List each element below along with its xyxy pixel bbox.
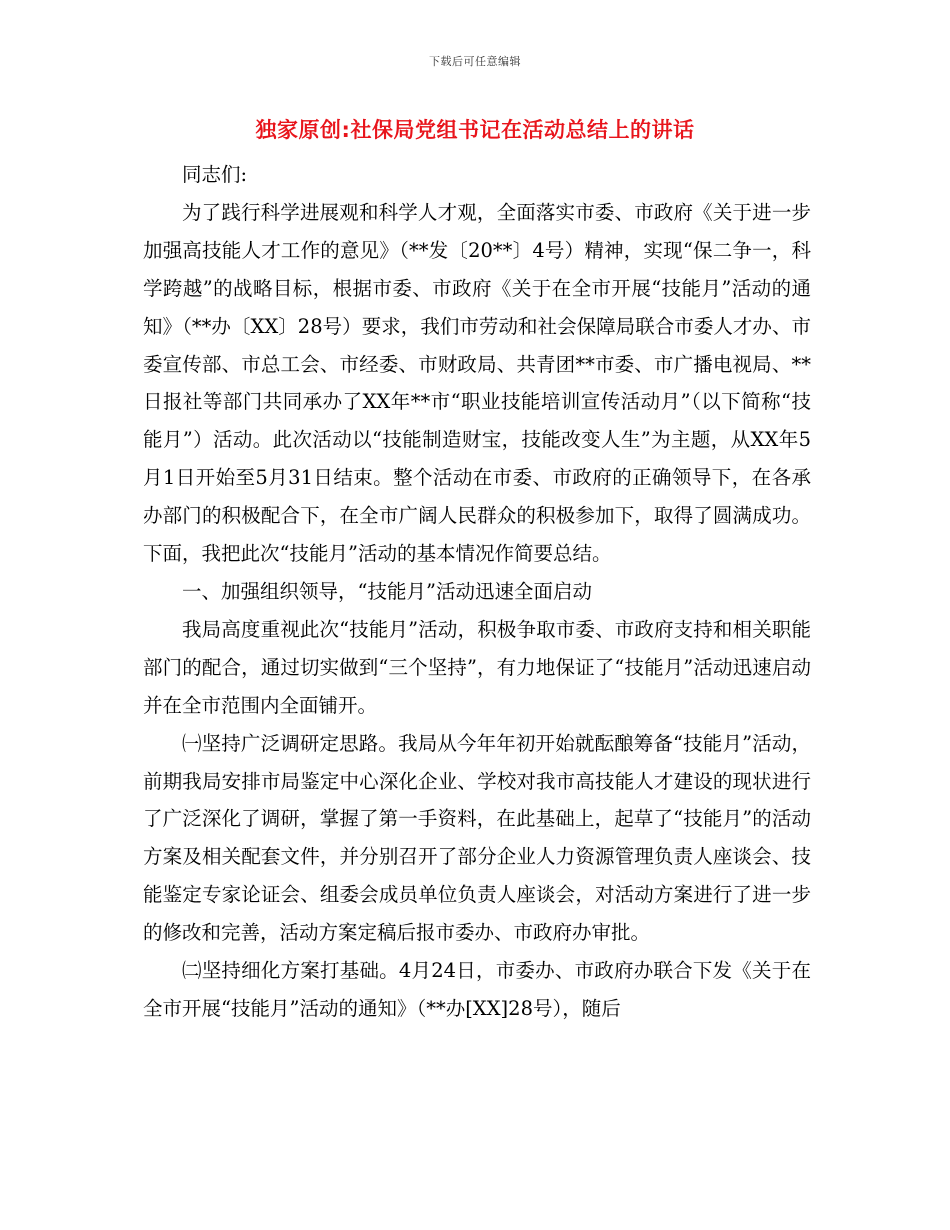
- salutation: 同志们:: [182, 163, 248, 186]
- section-1-paragraph: 我局高度重视此次“技能月”活动，积极争取市委、市政府支持和相关职能部门的配合，通过切实做到“三个坚持”，有力地保证了“技能月”活动迅速启动并在全市范围内全面铺开。: [143, 617, 811, 717]
- section-heading-1: 一、加强组织领导，“技能月”活动迅速全面启动: [182, 579, 592, 603]
- document-body: [143, 156, 811, 1028]
- intro-paragraph: 为了践行科学进展观和科学人才观，全面落实市委、市政府《关于进一步加强高技能人才工作的意见》（**发〔20**〕4号）精神，实现“保二争一，科学跨越”的战略目标，根据市委、市政府《关于在全市开展“技能月”活动的通知》（**办〔XX〕28号）要求，我们市劳动和社会保障局联合市委人才办、市委宣传部、市总工会、市经委、市财政局、共青团**市委、市广播电视局、**日报社等部门共同承办了XX年**市“职业技能培训宣传活动月”（以下简称“技能月”）活动。此次活动以“技能制造财宝，技能改变人生”为主题，从XX年5月1日开始至5月31日结束。整个活动在市委、市政府的正确领导下，在各承办部门的积极配合下，在全市广阔人民群众的积极参加下，取得了圆满成功。下面，我把此次“技能月”活动的基本情况作简要总结。: [143, 200, 811, 566]
- subsection-1-paragraph: ㈠坚持广泛调研定思路。我局从今年年初开始就酝酿筹备“技能月”活动，前期我局安排市局鉴定中心深化企业、学校对我市高技能人才建设的现状进行了广泛深化了调研，掌握了第一手资料，在此基础上，起草了“技能月”的活动方案及相关配套文件，并分别召开了部分企业人力资源管理负责人座谈会、技能鉴定专家论证会、组委会成员单位负责人座谈会，对活动方案进行了进一步的修改和完善，活动方案定稿后报市委办、市政府办审批。: [143, 731, 811, 945]
- document-title: 独家原创:社保局党组书记在活动总结上的讲话: [255, 118, 695, 142]
- page-header-note: 下载后可任意编辑: [429, 55, 521, 68]
- subsection-2-paragraph: ㈡坚持细化方案打基础。4月24日，市委办、市政府办联合下发《关于在全市开展“技能月”活动的通知》（**办[XX]28号），随后: [143, 959, 811, 1020]
